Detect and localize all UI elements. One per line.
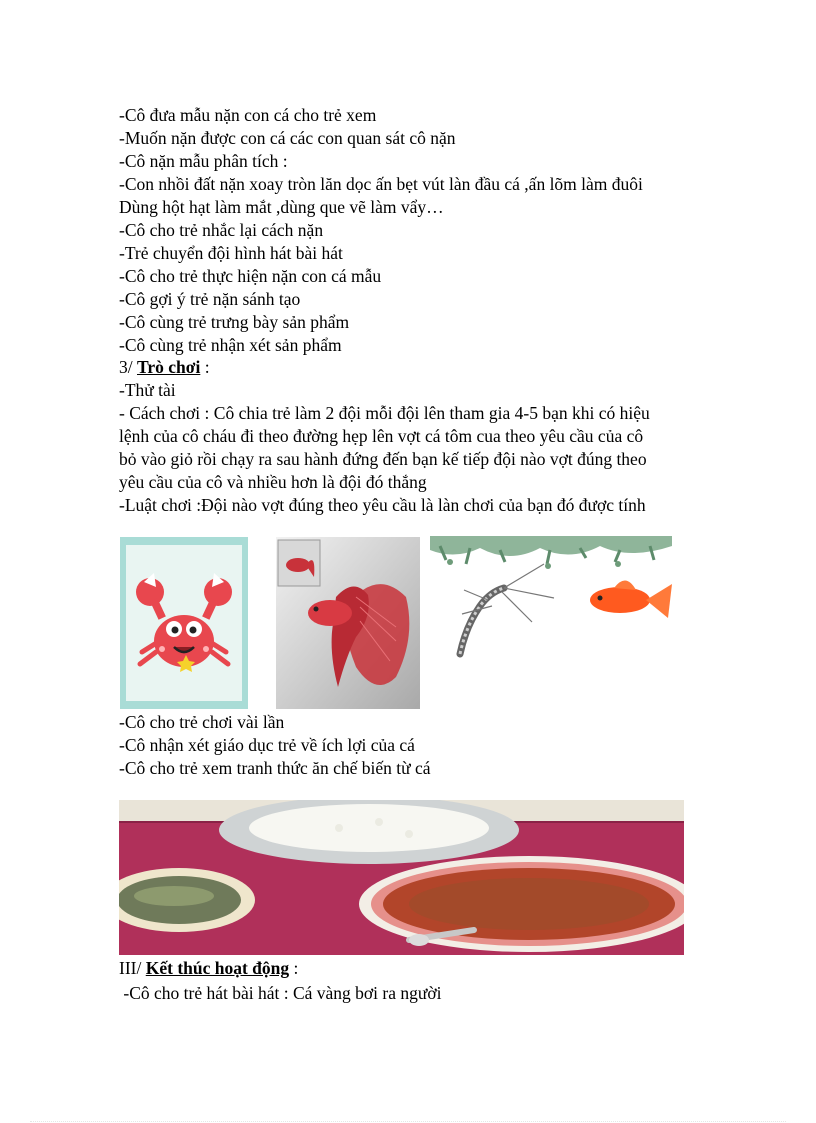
text-line: yêu cầu của cô và nhiều hơn là đội đó thắng xyxy=(119,472,427,492)
text-line: bỏ vào giỏ rồi chạy ra sau hành đứng đến bạn kế tiếp đội nào vợt đúng theo xyxy=(119,449,647,469)
section-heading-tro-choi xyxy=(119,356,210,378)
section-title: Trò chơi xyxy=(137,357,201,377)
text-line: -Con nhồi đất nặn xoay tròn lăn dọc ấn bẹt vút làn đầu cá ,ấn lõm làm đuôi xyxy=(119,174,643,194)
page-bottom-divider xyxy=(30,1121,786,1122)
text-line: -Cô gợi ý trẻ nặn sánh tạo xyxy=(119,289,301,309)
text-line: -Trẻ chuyển đội hình hát bài hát xyxy=(119,243,343,263)
betta-fish-image xyxy=(276,537,420,709)
section-number: III/ xyxy=(119,958,146,978)
text-line: -Cô nặn mẫu phân tích : xyxy=(119,151,288,171)
crab-image xyxy=(120,537,248,709)
fish-dishes-photo xyxy=(119,800,684,955)
text-line: -Cô cho trẻ chơi vài lần xyxy=(119,712,285,732)
section-suffix: : xyxy=(200,357,210,377)
section-number: 3/ xyxy=(119,357,137,377)
section-suffix: : xyxy=(289,958,299,978)
text-line: -Cô cho trẻ hát bài hát : Cá vàng bơi ra người xyxy=(119,983,442,1003)
text-line: -Cô cho trẻ nhắc lại cách nặn xyxy=(119,220,324,240)
text-line: -Thử tài xyxy=(119,380,176,400)
text-line: -Muốn nặn được con cá các con quan sát cô nặn xyxy=(119,128,456,148)
text-line: -Cô cùng trẻ nhận xét sản phẩm xyxy=(119,335,342,355)
text-line: -Cô cho trẻ thực hiện nặn con cá mẫu xyxy=(119,266,382,286)
text-line: -Cô nhận xét giáo dục trẻ về ích lợi của cá xyxy=(119,735,415,755)
section-heading-ket-thuc xyxy=(119,957,298,979)
text-line: -Cô đưa mẫu nặn con cá cho trẻ xem xyxy=(119,105,377,125)
text-line: - Cách chơi : Cô chia trẻ làm 2 đội mỗi đội lên tham gia 4-5 bạn khi có hiệu xyxy=(119,403,650,423)
section-title: Kết thúc hoạt động xyxy=(145,958,290,978)
text-line: -Cô cùng trẻ trưng bày sản phẩm xyxy=(119,312,350,332)
text-line: -Luật chơi :Đội nào vợt đúng theo yêu cầu là làn chơi của bạn đó được tính xyxy=(119,495,646,515)
text-line: Dùng hột hạt làm mắt ,dùng que vẽ làm vẩy… xyxy=(119,197,444,217)
shrimp-goldfish-image xyxy=(430,536,672,660)
text-line: lệnh của cô cháu đi theo đường hẹp lên vợt cá tôm cua theo yêu cầu của cô xyxy=(119,426,644,446)
text-line: -Cô cho trẻ xem tranh thức ăn chế biến từ cá xyxy=(119,758,431,778)
